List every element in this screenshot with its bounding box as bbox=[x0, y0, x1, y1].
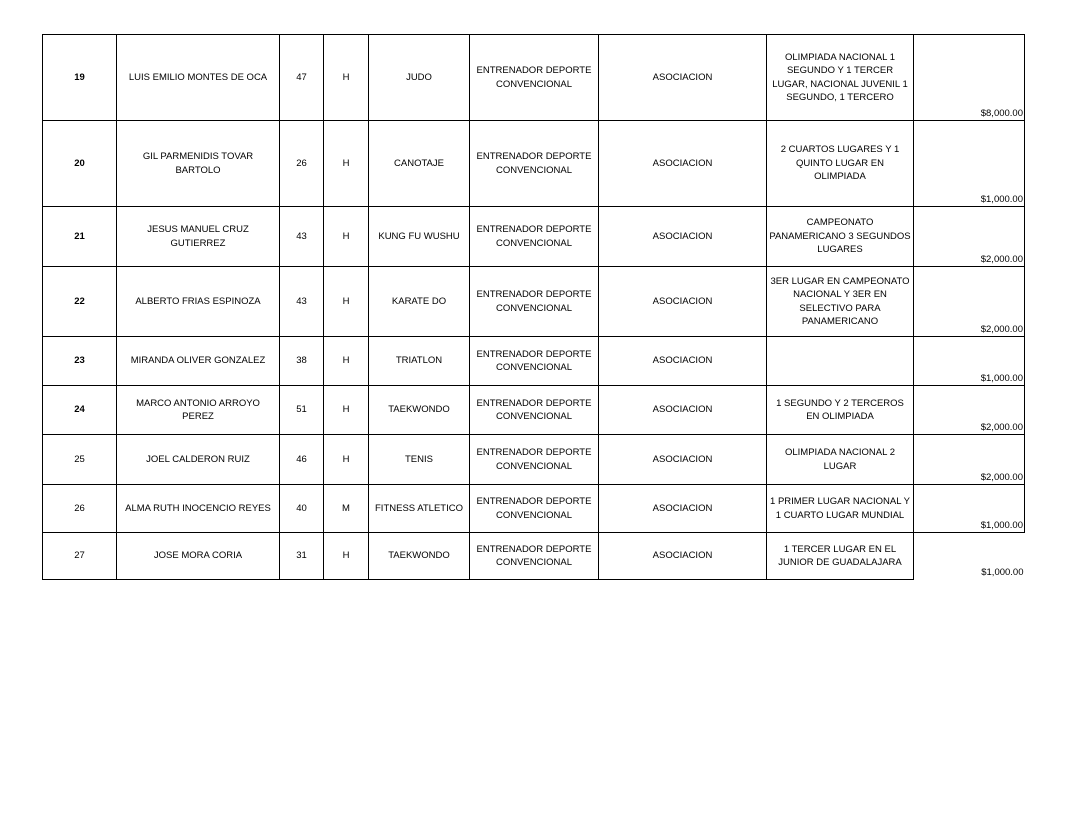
coach-role: ENTRENADOR DEPORTE CONVENCIONAL bbox=[470, 267, 599, 337]
sport: JUDO bbox=[369, 35, 470, 121]
coach-age: 31 bbox=[280, 533, 324, 580]
achievement: 3ER LUGAR EN CAMPEONATO NACIONAL Y 3ER EN SELECTIVO PARA PANAMERICANO bbox=[767, 267, 914, 337]
row-number: 19 bbox=[43, 35, 117, 121]
table-row bbox=[43, 121, 1025, 207]
achievement: OLIMPIADA NACIONAL 1 SEGUNDO Y 1 TERCER LUGAR, NACIONAL JUVENIL 1 SEGUNDO, 1 TERCERO bbox=[767, 35, 914, 121]
table-row bbox=[43, 35, 1025, 121]
achievement: 1 SEGUNDO Y 2 TERCEROS EN OLIMPIADA bbox=[767, 386, 914, 435]
table-row bbox=[43, 533, 1025, 580]
coach-sex: H bbox=[324, 533, 369, 580]
coach-age: 38 bbox=[280, 337, 324, 386]
amount: $1,000.00 bbox=[914, 337, 1025, 386]
achievement: OLIMPIADA NACIONAL 2 LUGAR bbox=[767, 435, 914, 485]
coach-name: ALBERTO FRIAS ESPINOZA bbox=[117, 267, 280, 337]
organization-type: ASOCIACION bbox=[599, 435, 767, 485]
coach-name: MIRANDA OLIVER GONZALEZ bbox=[117, 337, 280, 386]
achievement: 2 CUARTOS LUGARES Y 1 QUINTO LUGAR EN OLIMPIADA bbox=[767, 121, 914, 207]
table-row bbox=[43, 386, 1025, 435]
coach-role: ENTRENADOR DEPORTE CONVENCIONAL bbox=[470, 386, 599, 435]
amount: $8,000.00 bbox=[914, 35, 1025, 121]
row-number: 21 bbox=[43, 207, 117, 267]
coach-age: 26 bbox=[280, 121, 324, 207]
coach-sex: M bbox=[324, 485, 369, 533]
sport: KUNG FU WUSHU bbox=[369, 207, 470, 267]
coach-role: ENTRENADOR DEPORTE CONVENCIONAL bbox=[470, 121, 599, 207]
amount: $2,000.00 bbox=[914, 267, 1025, 337]
organization-type: ASOCIACION bbox=[599, 386, 767, 435]
amount: $2,000.00 bbox=[914, 207, 1025, 267]
coach-sex: H bbox=[324, 207, 369, 267]
achievement: CAMPEONATO PANAMERICANO 3 SEGUNDOS LUGARES bbox=[767, 207, 914, 267]
coach-name: MARCO ANTONIO ARROYO PEREZ bbox=[117, 386, 280, 435]
row-number: 26 bbox=[43, 485, 117, 533]
sport: FITNESS ATLETICO bbox=[369, 485, 470, 533]
coach-age: 43 bbox=[280, 207, 324, 267]
organization-type: ASOCIACION bbox=[599, 533, 767, 580]
organization-type: ASOCIACION bbox=[599, 35, 767, 121]
sport: KARATE DO bbox=[369, 267, 470, 337]
coach-role: ENTRENADOR DEPORTE CONVENCIONAL bbox=[470, 337, 599, 386]
coach-age: 40 bbox=[280, 485, 324, 533]
organization-type: ASOCIACION bbox=[599, 337, 767, 386]
achievement bbox=[767, 337, 914, 386]
coach-sex: H bbox=[324, 386, 369, 435]
coach-sex: H bbox=[324, 121, 369, 207]
row-number: 24 bbox=[43, 386, 117, 435]
coach-sex: H bbox=[324, 337, 369, 386]
coach-age: 47 bbox=[280, 35, 324, 121]
coach-name: JESUS MANUEL CRUZ GUTIERREZ bbox=[117, 207, 280, 267]
amount: $1,000.00 bbox=[914, 121, 1025, 207]
organization-type: ASOCIACION bbox=[599, 485, 767, 533]
amount: $1,000.00 bbox=[914, 533, 1025, 580]
row-number: 23 bbox=[43, 337, 117, 386]
sport: TAEKWONDO bbox=[369, 386, 470, 435]
organization-type: ASOCIACION bbox=[599, 267, 767, 337]
roster-table bbox=[42, 34, 1025, 580]
coach-name: JOSE MORA CORIA bbox=[117, 533, 280, 580]
coach-name: GIL PARMENIDIS TOVAR BARTOLO bbox=[117, 121, 280, 207]
table-row bbox=[43, 267, 1025, 337]
table-row bbox=[43, 207, 1025, 267]
organization-type: ASOCIACION bbox=[599, 121, 767, 207]
sport: TAEKWONDO bbox=[369, 533, 470, 580]
amount: $2,000.00 bbox=[914, 435, 1025, 485]
coach-name: ALMA RUTH INOCENCIO REYES bbox=[117, 485, 280, 533]
row-number: 22 bbox=[43, 267, 117, 337]
table-row bbox=[43, 337, 1025, 386]
amount: $1,000.00 bbox=[914, 485, 1025, 533]
coach-role: ENTRENADOR DEPORTE CONVENCIONAL bbox=[470, 35, 599, 121]
sport: TENIS bbox=[369, 435, 470, 485]
achievement: 1 TERCER LUGAR EN EL JUNIOR DE GUADALAJARA bbox=[767, 533, 914, 580]
coach-sex: H bbox=[324, 435, 369, 485]
organization-type: ASOCIACION bbox=[599, 207, 767, 267]
amount: $2,000.00 bbox=[914, 386, 1025, 435]
row-number: 27 bbox=[43, 533, 117, 580]
coach-role: ENTRENADOR DEPORTE CONVENCIONAL bbox=[470, 207, 599, 267]
row-number: 25 bbox=[43, 435, 117, 485]
row-number: 20 bbox=[43, 121, 117, 207]
coach-sex: H bbox=[324, 35, 369, 121]
table-row bbox=[43, 435, 1025, 485]
coach-age: 46 bbox=[280, 435, 324, 485]
coach-role: ENTRENADOR DEPORTE CONVENCIONAL bbox=[470, 533, 599, 580]
table-row bbox=[43, 485, 1025, 533]
sport: TRIATLON bbox=[369, 337, 470, 386]
coach-name: JOEL CALDERON RUIZ bbox=[117, 435, 280, 485]
coach-name: LUIS EMILIO MONTES DE OCA bbox=[117, 35, 280, 121]
coach-age: 51 bbox=[280, 386, 324, 435]
coach-age: 43 bbox=[280, 267, 324, 337]
sport: CANOTAJE bbox=[369, 121, 470, 207]
coach-role: ENTRENADOR DEPORTE CONVENCIONAL bbox=[470, 485, 599, 533]
coach-role: ENTRENADOR DEPORTE CONVENCIONAL bbox=[470, 435, 599, 485]
coach-sex: H bbox=[324, 267, 369, 337]
achievement: 1 PRIMER LUGAR NACIONAL Y 1 CUARTO LUGAR MUNDIAL bbox=[767, 485, 914, 533]
